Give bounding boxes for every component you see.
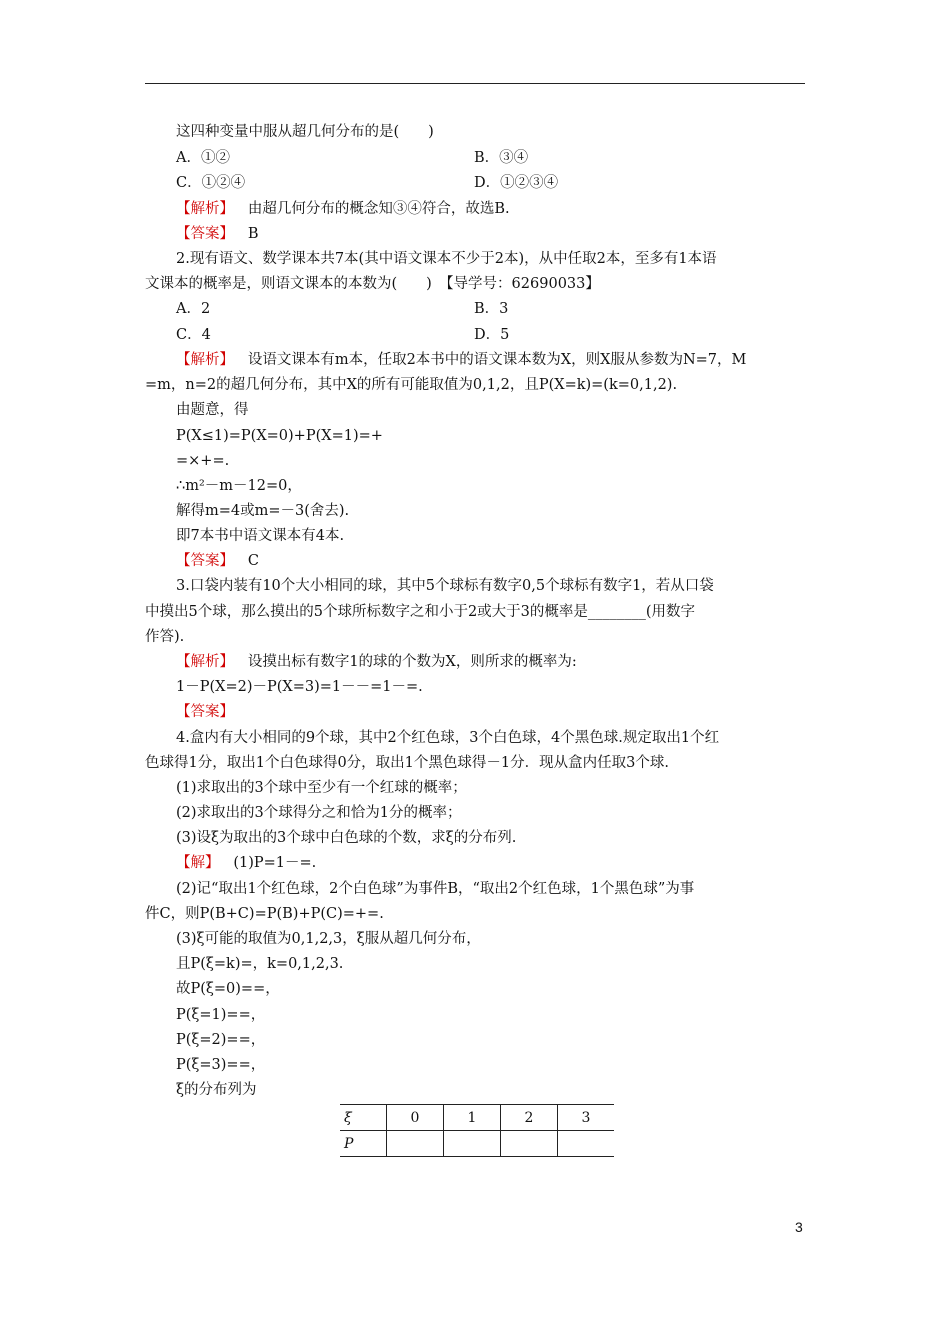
q4-sol3-line: P(ξ=3)==， (176, 1057, 266, 1073)
q4-solution-line1 (176, 853, 316, 873)
q2-answer-line (176, 551, 259, 571)
table-cell (558, 1131, 615, 1157)
q2-stem-line2: 文课本的概率是，则语文课本的本数为( ) 【导学号：62690033】 (145, 276, 600, 292)
q3-stem-line3: 作答). (145, 629, 185, 645)
q3-analysis-tag: 【解析】 (176, 654, 234, 670)
q1-option-a: A．①② (176, 150, 230, 166)
q2-analysis-tag: 【解析】 (176, 352, 234, 368)
q3-analysis-line (176, 652, 577, 672)
q2-line: 即7本书中语文课本有4本. (176, 528, 345, 544)
table-header-cell: ξ (340, 1105, 387, 1131)
q3-answer-line (176, 702, 234, 722)
q4-sol3-line: 故P(ξ=0)==， (176, 981, 280, 997)
q3-stem-line1: 3.口袋内装有10个大小相同的球，其中5个球标有数字0,5个球标有数字1，若从口袋 (176, 578, 714, 594)
q4-sol3-line: P(ξ=1)==， (176, 1007, 266, 1023)
q1-stem: 这四种变量中服从超几何分布的是( ) (176, 124, 434, 140)
q4-sol3-line: 且P(ξ=k)=，k=0,1,2,3. (176, 956, 344, 972)
q2-line: P(X≤1)=P(X=0)+P(X=1)=+ (176, 428, 383, 444)
q4-sol2-line1: (2)记“取出1个红色球，2个白色球”为事件B，“取出2个红色球，1个黑色球”为事 (176, 881, 695, 897)
q3-answer-tag: 【答案】 (176, 704, 234, 720)
q1-option-c: C．①②④ (176, 175, 246, 191)
q4-solution-tag: 【解】 (176, 855, 220, 871)
q2-answer-tag: 【答案】 (176, 553, 234, 569)
q4-sol1: (1)P=1－=. (233, 855, 317, 871)
q1-answer-tag: 【答案】 (176, 226, 234, 242)
q2-analysis-line1 (176, 350, 746, 370)
q2-line: 解得m=4或m=－3(舍去). (176, 503, 350, 519)
q4-stem-line1: 4.盒内有大小相同的9个球，其中2个红色球，3个白色球，4个黑色球.规定取出1个红 (176, 730, 720, 746)
q4-sol3-line: (3)ξ可能的取值为0,1,2,3，ξ服从超几何分布， (176, 931, 481, 947)
q4-sol3-line: ξ的分布列为 (176, 1082, 257, 1098)
q1-analysis: 由超几何分布的概念知③④符合，故选B. (247, 201, 510, 217)
q2-analysis-text: 设语文课本有m本，任取2本书中的语文课本数为X，则X服从参数为N=7，M (247, 352, 747, 368)
table-cell (444, 1131, 501, 1157)
q1-option-b: B．③④ (474, 150, 529, 166)
table-header-cell: 3 (558, 1105, 615, 1131)
q1-option-d: D．①②③④ (474, 175, 559, 191)
page-number: 3 (795, 1219, 803, 1235)
q2-option-c: C．4 (176, 327, 211, 343)
table-cell (501, 1131, 558, 1157)
q1-answer-line (176, 224, 258, 244)
q3-analysis: 设摸出标有数字1的球的个数为X，则所求的概率为: (247, 654, 577, 670)
q4-sub1: (1)求取出的3个球中至少有一个红球的概率； (176, 780, 467, 796)
table-row-label: P (340, 1131, 387, 1157)
q1-analysis-line (176, 199, 510, 219)
distribution-table (340, 1104, 614, 1157)
q4-sol3-line: P(ξ=2)==， (176, 1032, 266, 1048)
table-row (340, 1131, 614, 1157)
q3-stem-line2: 中摸出5个球，那么摸出的5个球所标数字之和小于2或大于3的概率是________(用数字 (145, 604, 696, 620)
q1-analysis-tag: 【解析】 (176, 201, 234, 217)
table-header-cell: 1 (444, 1105, 501, 1131)
q2-option-d: D．5 (474, 327, 510, 343)
q4-sub3: (3)设ξ为取出的3个球中白色球的个数，求ξ的分布列. (176, 830, 517, 846)
q2-option-b: B．3 (474, 301, 509, 317)
q4-sub2: (2)求取出的3个球得分之和恰为1分的概率； (176, 805, 462, 821)
table-header-row (340, 1105, 614, 1131)
q2-line: 由题意，得 (176, 402, 249, 418)
q3-calc: 1－P(X=2)－P(X=3)=1－－=1－=. (176, 679, 423, 695)
table-header-cell: 2 (501, 1105, 558, 1131)
q2-line: =×+=. (176, 453, 230, 469)
table-header-cell: 0 (387, 1105, 444, 1131)
q4-sol2-line2: 件C，则P(B+C)=P(B)+P(C)=+=. (145, 906, 384, 922)
q1-answer: B (247, 226, 259, 242)
q2-line: =m，n=2的超几何分布，其中X的所有可能取值为0,1,2，且P(X=k)=(k=0,1,2). (145, 377, 678, 393)
q4-stem-line2: 色球得1分，取出1个白色球得0分，取出1个黑色球得－1分．现从盒内任取3个球. (145, 755, 669, 771)
q2-option-a: A．2 (176, 301, 211, 317)
q2-line: ∴m²－m－12=0， (176, 478, 302, 494)
header-rule (145, 83, 805, 84)
q2-stem-line1: 2.现有语文、数学课本共7本(其中语文课本不少于2本)，从中任取2本，至多有1本语 (176, 251, 717, 267)
table-cell (387, 1131, 444, 1157)
q2-answer: C (247, 553, 259, 569)
